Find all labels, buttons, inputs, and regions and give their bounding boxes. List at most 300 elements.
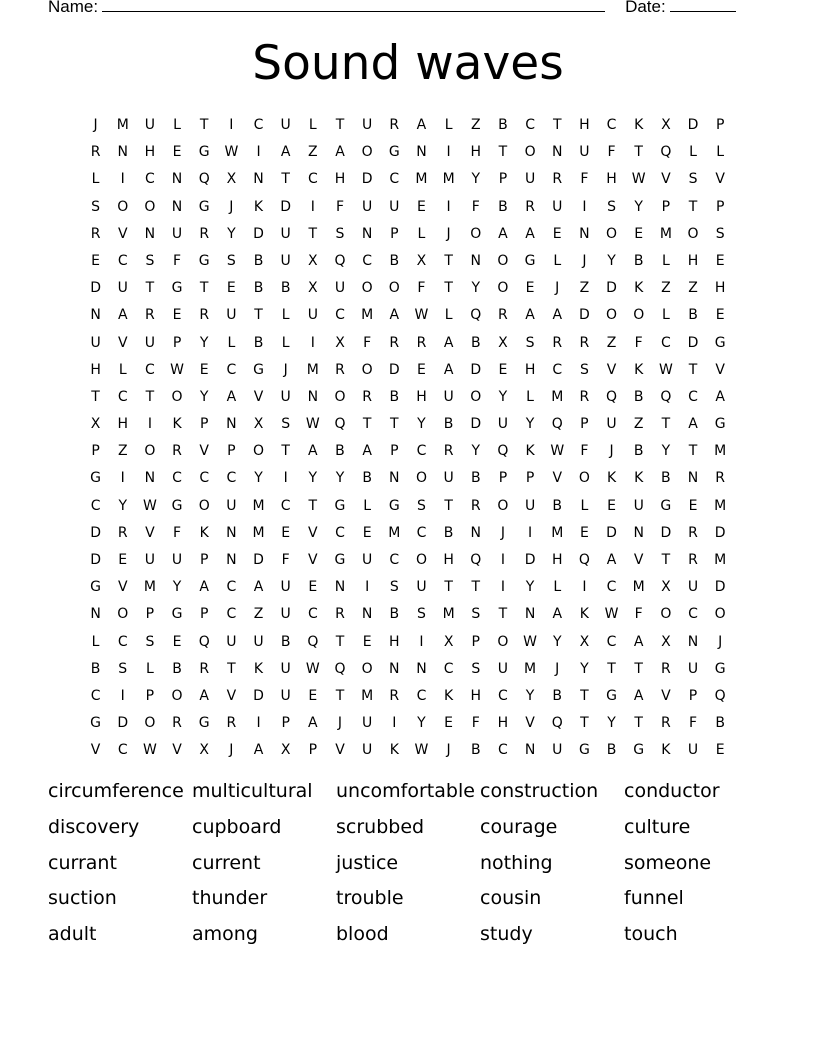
grid-letter: D [524,552,536,568]
letter-grid [82,112,734,765]
grid-letter: T [308,497,318,514]
grid-letter: V [715,171,725,188]
grid-letter: N [90,307,101,324]
grid-letter: V [90,742,101,759]
grid-letter: G [524,252,536,269]
grid-letter: N [524,606,536,623]
grid-letter: E [118,552,128,568]
grid-letter: N [117,144,128,161]
grid-letter: Q [660,144,672,161]
grid-letter: U [253,633,264,650]
grid-letter: B [498,198,508,215]
grid-letter: S [579,361,589,378]
grid-letter: P [199,606,209,623]
grid-letter: R [688,524,698,541]
grid-letter: L [553,579,562,596]
grid-letter: R [660,660,671,677]
grid-letter: K [172,416,182,433]
grid-letter: C [90,687,101,704]
grid-letter: C [688,606,698,623]
grid-letter: A [389,307,400,324]
grid-letter: Q [334,660,346,677]
grid-letter: G [171,280,183,297]
grid-letter: O [361,660,373,677]
grid-letter: Y [227,225,236,242]
grid-letter: P [91,443,100,460]
grid-letter: W [523,633,537,650]
grid-letter: B [633,252,644,269]
grid-letter: I [310,198,315,215]
grid-letter: U [524,497,536,514]
grid-letter: R [525,198,535,215]
grid-letter: H [579,117,590,133]
grid-letter: R [90,144,101,161]
grid-letter: E [444,715,454,732]
grid-letter: O [470,225,482,242]
grid-letter: C [226,470,237,487]
grid-letter: O [606,307,618,324]
grid-letter: C [389,171,400,188]
grid-letter: X [416,252,427,269]
grid-letter: G [198,252,210,269]
grid-letter: F [688,715,698,732]
grid-letter: J [718,633,723,650]
grid-letter: N [524,742,536,759]
grid-letter: J [229,742,234,759]
grid-letter: T [227,660,236,677]
grid-letter: M [551,524,564,541]
grid-letter: T [688,361,698,378]
grid-letter: H [714,280,726,297]
grid-letter: O [497,633,509,650]
grid-letter: G [388,144,400,161]
grid-letter: R [172,715,182,732]
word-bank-item: current [192,851,261,874]
grid-letter: B [606,742,617,759]
grid-letter: B [633,443,644,460]
grid-letter: C [498,742,508,759]
grid-letter: D [687,117,699,133]
grid-letter: U [687,579,699,596]
grid-letter: O [497,280,509,297]
grid-letter: I [500,579,505,596]
grid-letter: B [633,388,644,405]
grid-letter: U [633,497,644,514]
grid-letter: E [199,361,209,378]
grid-letter: T [91,388,100,405]
grid-letter: S [145,633,155,650]
grid-letter: L [91,633,100,650]
grid-letter: B [253,334,264,351]
grid-letter: H [606,171,617,188]
grid-letter: U [362,552,373,568]
grid-letter: V [552,470,563,487]
grid-letter: K [444,687,454,704]
grid-letter: S [471,606,481,623]
grid-letter: Q [334,416,346,433]
grid-letter: L [661,252,670,269]
page-title: Sound waves [252,36,564,91]
grid-letter: G [198,144,210,161]
grid-letter: N [253,171,264,188]
grid-letter: U [362,715,373,732]
grid-letter: I [120,687,125,704]
grid-letter: X [280,742,291,759]
grid-letter: L [444,117,453,133]
grid-letter: E [715,307,725,324]
grid-letter: P [715,198,725,215]
grid-letter: J [229,198,234,215]
grid-letter: P [281,715,290,732]
grid-letter: R [715,470,726,487]
grid-letter: C [90,497,101,514]
grid-letter: R [389,687,400,704]
grid-letter: F [471,715,480,732]
grid-letter: N [633,524,644,541]
grid-letter: U [280,252,291,269]
grid-letter: M [361,687,374,704]
grid-letter: G [660,497,672,514]
grid-letter: T [661,416,671,433]
grid-letter: O [144,443,156,460]
grid-letter: E [362,524,372,541]
grid-letter: U [117,280,128,297]
grid-letter: M [388,524,401,541]
date-field[interactable] [670,0,736,12]
grid-letter: O [171,687,183,704]
grid-letter: T [335,633,345,650]
word-bank-item: nothing [480,851,553,874]
grid-letter: T [281,171,290,188]
grid-letter: D [117,715,129,732]
grid-letter: Q [660,388,672,405]
grid-letter: I [528,524,533,541]
grid-letter: R [389,334,400,351]
grid-letter: L [580,497,589,514]
grid-letter: B [389,252,400,269]
grid-letter: F [417,280,426,297]
grid-letter: C [443,660,454,677]
word-bank-item: blood [336,923,389,946]
grid-letter: M [143,579,156,596]
grid-letter: B [389,388,400,405]
grid-letter: N [389,660,400,677]
grid-letter: Y [607,715,616,732]
grid-letter: B [661,470,671,487]
grid-letter: M [442,171,455,188]
grid-letter: E [417,361,426,378]
grid-letter: U [362,742,373,759]
grid-letter: R [199,307,210,324]
grid-letter: U [524,171,536,188]
grid-letter: D [253,225,264,242]
grid-letter: U [280,117,291,133]
grid-letter: Q [198,171,210,188]
grid-letter: E [308,579,318,596]
grid-letter: R [199,660,210,677]
grid-letter: T [498,144,508,161]
grid-letter: V [661,687,671,704]
grid-letter: T [444,252,453,269]
grid-letter: U [280,388,291,405]
grid-letter: I [446,198,451,215]
grid-letter: U [334,280,346,297]
grid-letter: F [634,334,643,351]
grid-letter: N [470,252,481,269]
grid-letter: D [253,687,264,704]
grid-letter: L [118,361,127,378]
grid-letter: C [660,334,671,351]
grid-letter: G [578,742,590,759]
grid-letter: M [714,443,727,460]
grid-letter: O [415,470,427,487]
grid-letter: Q [497,443,509,460]
grid-letter: O [198,497,210,514]
grid-letter: M [116,117,129,133]
grid-letter: U [171,552,183,568]
grid-letter: O [388,280,400,297]
name-field[interactable] [102,0,605,12]
grid-letter: U [226,633,237,650]
grid-letter: F [580,171,589,188]
grid-letter: C [335,307,345,324]
grid-letter: B [172,660,182,677]
grid-letter: X [308,280,318,297]
grid-letter: J [500,524,505,541]
word-bank-item: cupboard [192,815,282,838]
grid-letter: Y [335,470,345,487]
grid-letter: C [688,388,698,405]
grid-letter: B [443,524,454,541]
grid-letter: N [416,660,427,677]
grid-letter: U [416,579,427,596]
grid-letter: J [555,280,560,297]
grid-letter: L [526,388,534,405]
grid-letter: P [715,117,725,133]
grid-letter: J [446,742,451,759]
grid-letter: G [171,606,183,623]
grid-letter: E [417,198,426,215]
grid-letter: V [633,552,644,568]
grid-letter: V [606,361,617,378]
grid-letter: T [362,416,372,433]
grid-letter: K [661,742,671,759]
grid-letter: P [498,470,508,487]
grid-letter: N [144,470,156,487]
grid-letter: N [171,171,183,188]
grid-letter: U [90,334,101,351]
grid-letter: D [606,280,617,297]
grid-letter: C [606,633,617,650]
grid-letter: O [578,470,590,487]
grid-letter: R [117,524,128,541]
grid-letter: B [335,443,345,460]
grid-letter: L [689,144,697,161]
word-bank-item: currant [48,851,117,874]
grid-letter: P [661,198,671,215]
grid-letter: O [361,280,373,297]
grid-letter: H [90,361,101,378]
grid-letter: A [335,144,345,161]
grid-letter: W [224,144,239,161]
grid-letter: T [335,117,345,133]
date-label: Date: [625,0,666,16]
grid-letter: G [90,715,101,732]
grid-letter: A [226,388,237,405]
grid-letter: T [199,280,209,297]
grid-letter: C [226,606,237,623]
grid-letter: X [661,633,671,650]
grid-letter: C [389,552,400,568]
grid-letter: V [253,388,264,405]
grid-letter: T [607,660,616,677]
grid-letter: T [199,117,209,133]
grid-letter: P [580,416,589,433]
word-bank-item: touch [624,923,678,946]
grid-letter: A [253,579,264,596]
grid-letter: A [525,225,535,242]
grid-letter: G [714,660,726,677]
grid-letter: T [444,280,453,297]
grid-letter: X [90,416,101,433]
grid-letter: Q [198,633,210,650]
grid-letter: T [145,388,155,405]
grid-letter: U [144,552,156,568]
grid-letter: J [609,443,614,460]
grid-letter: I [365,579,370,596]
grid-letter: U [171,225,183,242]
grid-letter: E [91,252,100,269]
grid-letter: E [362,633,372,650]
grid-letter: S [118,660,128,677]
grid-letter: P [199,552,209,568]
grid-letter: O [606,225,618,242]
grid-letter: A [715,388,725,405]
grid-letter: S [145,252,155,269]
grid-letter: B [470,334,481,351]
grid-letter: O [171,388,183,405]
grid-letter: T [580,687,589,704]
grid-letter: L [227,334,236,351]
grid-letter: U [280,660,291,677]
grid-letter: A [117,307,128,324]
word-bank-item: cousin [480,887,542,910]
grid-letter: T [688,443,698,460]
grid-letter: Y [172,579,182,596]
grid-letter: R [172,443,182,460]
grid-letter: C [253,117,264,133]
grid-letter: M [415,171,428,188]
grid-letter: O [117,606,129,623]
grid-letter: G [714,334,726,351]
grid-letter: O [633,307,645,324]
grid-letter: V [117,225,128,242]
grid-letter: U [579,144,590,161]
grid-letter: Q [470,552,482,568]
grid-letter: U [280,225,291,242]
grid-letter: P [688,687,698,704]
grid-letter: U [389,198,400,215]
grid-letter: B [470,470,481,487]
grid-letter: D [470,416,482,433]
grid-letter: X [308,252,318,269]
grid-letter: V [199,443,209,460]
grid-letter: J [582,252,587,269]
grid-letter: P [308,742,318,759]
grid-letter: F [173,252,182,269]
grid-letter: R [579,388,590,405]
grid-letter: V [226,687,237,704]
grid-letter: U [606,416,617,433]
grid-letter: P [145,606,155,623]
grid-letter: M [659,225,672,242]
grid-letter: I [147,416,152,433]
grid-letter: B [362,470,372,487]
grid-letter: O [144,715,156,732]
grid-letter: I [256,715,261,732]
grid-letter: B [715,715,725,732]
grid-letter: R [552,171,563,188]
grid-letter: K [634,361,644,378]
grid-letter: M [524,660,537,677]
grid-letter: C [416,443,427,460]
grid-letter: Z [579,280,590,297]
grid-letter: H [470,144,482,161]
grid-letter: H [144,144,156,161]
grid-letter: M [714,497,727,514]
grid-letter: O [687,225,699,242]
word-bank-item: scrubbed [336,815,425,838]
word-bank-item: discovery [48,815,140,838]
grid-letter: B [280,633,291,650]
grid-letter: L [281,307,290,324]
grid-letter: U [144,117,156,133]
grid-letter: S [607,198,616,215]
grid-letter: C [307,171,318,188]
word-bank-item: uncomfortable [336,780,475,802]
grid-letter: I [120,470,125,487]
grid-letter: M [632,579,645,596]
grid-letter: N [361,606,373,623]
grid-letter: N [90,606,101,623]
grid-letter: H [416,388,427,405]
grid-letter: N [551,144,563,161]
grid-letter: F [607,144,616,161]
grid-letter: B [470,742,481,759]
grid-letter: C [416,524,427,541]
grid-letter: V [308,552,318,568]
grid-letter: X [253,416,264,433]
date-group [625,0,736,17]
grid-letter: X [335,334,345,351]
grid-letter: Q [606,388,618,405]
grid-letter: D [606,524,617,541]
grid-letter: B [498,117,508,133]
grid-letter: G [90,579,101,596]
grid-letter: S [525,334,535,351]
grid-letter: Y [308,470,318,487]
grid-letter: A [199,579,209,596]
grid-letter: A [552,606,563,623]
grid-letter: X [661,579,671,596]
grid-letter: G [606,687,617,704]
grid-letter: C [117,388,128,405]
grid-letter: V [145,524,155,541]
word-bank-item: suction [48,887,117,910]
word-bank-item: circumference [48,780,184,802]
grid-letter: U [497,416,509,433]
grid-letter: E [634,225,644,242]
